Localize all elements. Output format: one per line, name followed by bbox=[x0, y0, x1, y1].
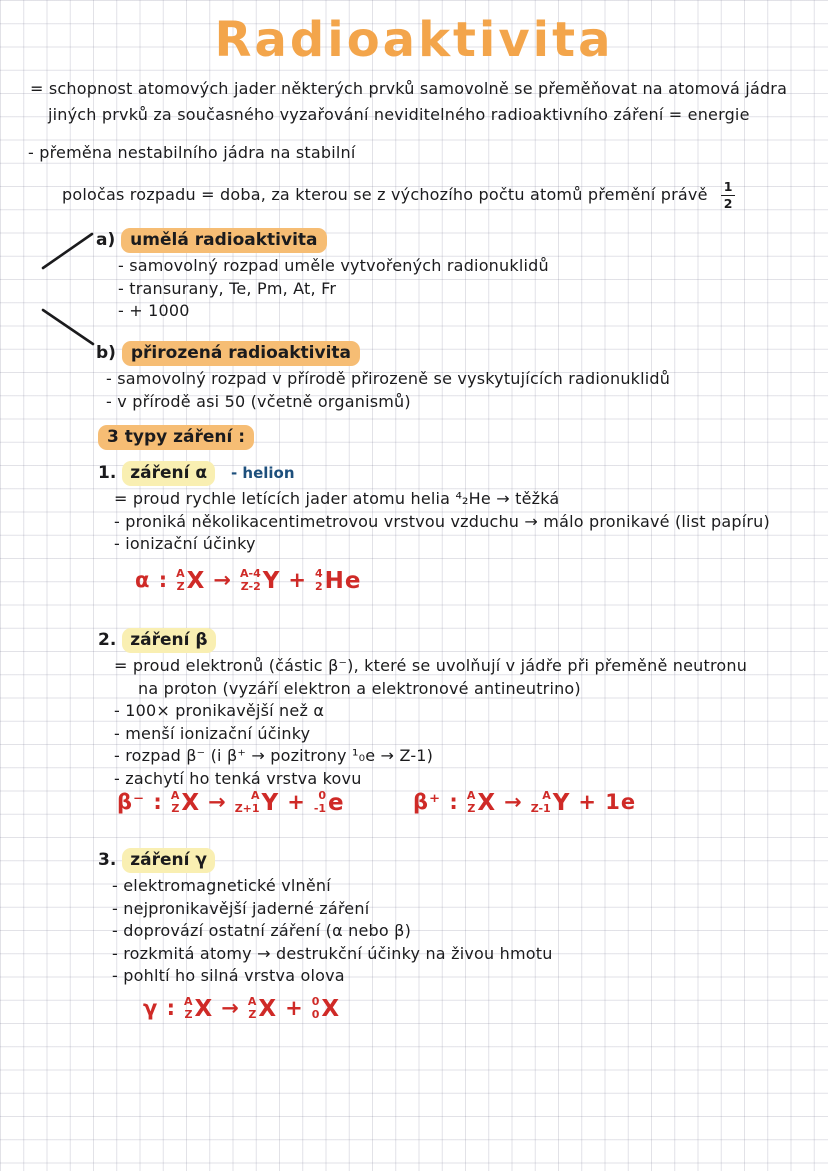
natural-heading: přirozená radioaktivita bbox=[122, 341, 360, 366]
natural-line: - v přírodě asi 50 (včetně organismů) bbox=[106, 391, 411, 411]
alpha-heading: záření α bbox=[122, 461, 215, 486]
definition-line-1: = schopnost atomových jader některých prvků samovolně se přeměňovat na atomová jádra bbox=[30, 79, 788, 98]
gamma-line: - elektromagnetické vlnění bbox=[112, 876, 331, 895]
alpha-note-helion: - helion bbox=[230, 464, 295, 482]
fraction-denominator: 2 bbox=[723, 195, 733, 211]
gamma-line: - rozkmitá atomy → destrukční účinky na živou hmotu bbox=[112, 943, 553, 963]
fraction-numerator: 1 bbox=[721, 180, 736, 196]
polocas-text: poločas rozpadu = doba, za kterou se z výchozího počtu atomů přemění právě bbox=[62, 184, 708, 204]
natural-prefix: b) bbox=[96, 343, 116, 363]
alpha-line: = proud rychle letících jader atomu helia ⁴₂He → těžká bbox=[114, 489, 560, 508]
beta-line: - menší ionizační účinky bbox=[114, 723, 311, 743]
alpha-line: - proniká několikacentimetrovou vrstvou vzduchu → málo pronikavé (list papíru) bbox=[114, 511, 770, 531]
natural-line: - samovolný rozpad v přírodě přirozeně se vyskytujících radionuklidů bbox=[106, 369, 671, 388]
definition-paragraph bbox=[30, 76, 787, 128]
beta-line: - rozpad β⁻ (i β⁺ → pozitrony ¹₀e → Z-1) bbox=[114, 746, 434, 765]
gamma-line: - doprovází ostatní záření (α nebo β) bbox=[112, 921, 412, 940]
beta-line: = proud elektronů (částic β⁻), které se uvolňují v jádře při přeměně neutronu bbox=[114, 656, 748, 675]
beta-number: 2. bbox=[98, 630, 117, 650]
beta-line: - zachytí ho tenká vrstva kovu bbox=[114, 768, 362, 788]
gamma-line: - nejpronikavější jaderné záření bbox=[112, 898, 370, 918]
definition-line-2: jiných prvků za současného vyzařování neviditelného radioaktivního záření = energie bbox=[48, 105, 750, 124]
section-gamma bbox=[98, 850, 553, 988]
section-beta bbox=[98, 630, 747, 790]
gamma-heading: záření γ bbox=[122, 848, 215, 873]
artificial-line: - transurany, Te, Pm, At, Fr bbox=[118, 278, 337, 298]
beta-heading: záření β bbox=[122, 628, 215, 653]
types-heading-block bbox=[98, 427, 254, 447]
beta-plus-decay-formula: β⁺ : A Z X → A Z-1 Y + 1e bbox=[413, 789, 637, 816]
gamma-number: 3. bbox=[98, 850, 117, 870]
artificial-prefix: a) bbox=[96, 230, 116, 250]
beta-minus-decay-formula: β⁻ : A Z X → A Z+1 Y + 0 -1 e bbox=[117, 789, 345, 816]
premena-note bbox=[28, 142, 356, 165]
polocas-note bbox=[62, 180, 735, 211]
artificial-line: - + 1000 bbox=[118, 301, 190, 320]
page-title: Radioaktivita bbox=[214, 12, 614, 68]
types-heading: 3 typy záření : bbox=[98, 425, 254, 450]
artificial-line: - samovolný rozpad uměle vytvořených radionuklidů bbox=[118, 256, 549, 275]
beta-line: na proton (vyzáří elektron a elektronové antineutrino) bbox=[138, 678, 581, 698]
alpha-line: - ionizační účinky bbox=[114, 534, 256, 553]
alpha-decay-formula: α : A Z X → A-4 Z-2 Y + 4 2 He bbox=[135, 567, 362, 594]
artificial-heading: umělá radioaktivita bbox=[121, 228, 326, 253]
section-artificial bbox=[96, 230, 549, 323]
gamma-line: - pohltí ho silná vrstva olova bbox=[112, 966, 345, 985]
gamma-emission-formula: γ : A Z X → A Z X + 0 0 X bbox=[143, 995, 341, 1022]
alpha-number: 1. bbox=[98, 463, 117, 483]
beta-line: - 100× pronikavější než α bbox=[114, 701, 325, 720]
section-alpha bbox=[98, 463, 770, 556]
one-half-fraction bbox=[721, 180, 736, 211]
section-natural bbox=[96, 343, 670, 413]
fork-branch-lines bbox=[35, 226, 105, 351]
premena-text: - přeměna nestabilního jádra na stabilní bbox=[28, 143, 356, 162]
